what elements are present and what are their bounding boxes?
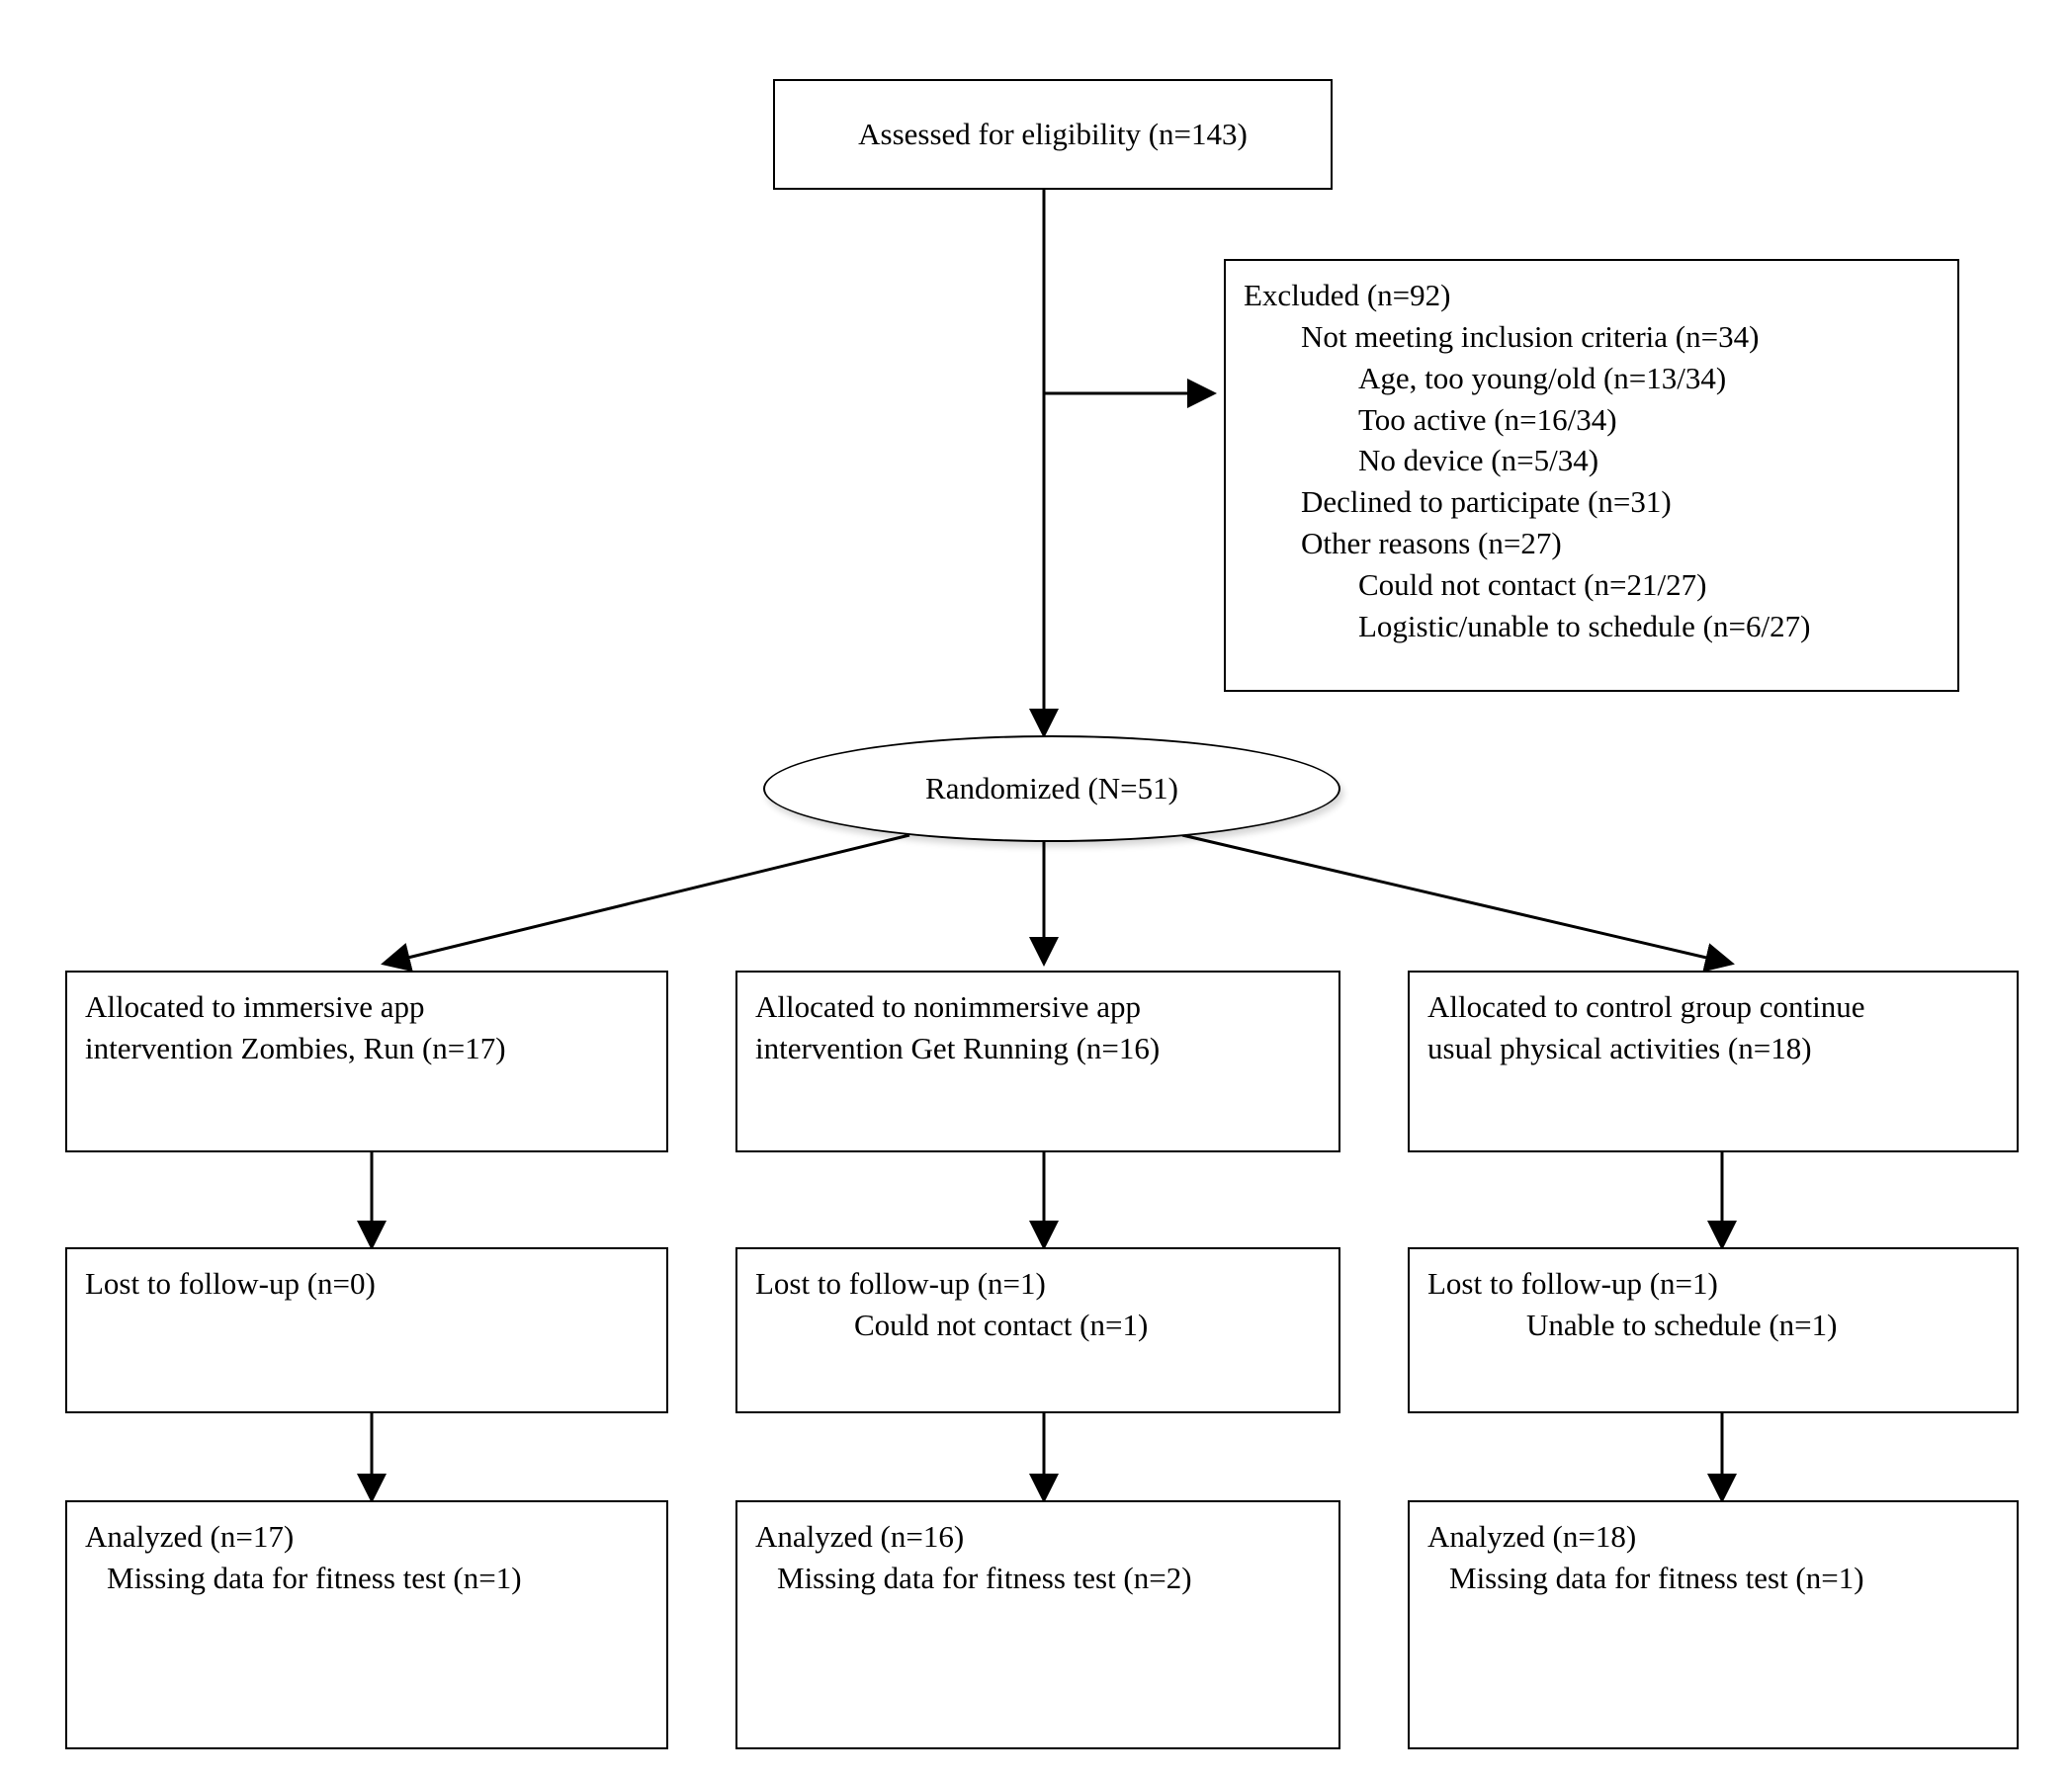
node-analyzed-immersive — [65, 1500, 668, 1749]
excluded-line-2: Age, too young/old (n=13/34) — [1358, 360, 1727, 395]
analyzed-mid-line-0: Analyzed (n=16) — [755, 1519, 965, 1554]
alloc-left-line-1: intervention Zombies, Run (n=17) — [85, 1030, 506, 1065]
lost-left-line-0: Lost to follow-up (n=0) — [85, 1266, 376, 1301]
excluded-line-7: Could not contact (n=21/27) — [1358, 566, 1707, 602]
node-lost-followup-nonimmersive — [735, 1247, 1340, 1413]
alloc-right-line-1: usual physical activities (n=18) — [1427, 1030, 1812, 1065]
alloc-mid-line-1: intervention Get Running (n=16) — [755, 1030, 1161, 1065]
node-randomized — [763, 735, 1340, 842]
excluded-line-8: Logistic/unable to schedule (n=6/27) — [1358, 608, 1811, 643]
excluded-line-4: No device (n=5/34) — [1358, 443, 1599, 478]
node-allocated-immersive — [65, 971, 668, 1152]
excluded-line-6: Other reasons (n=27) — [1301, 526, 1562, 561]
lost-right-line-1: Unable to schedule (n=1) — [1526, 1307, 1838, 1342]
node-lost-followup-control — [1408, 1247, 2019, 1413]
node-allocated-control — [1408, 971, 2019, 1152]
node-excluded — [1224, 259, 1959, 692]
alloc-mid-line-0: Allocated to nonimmersive app — [755, 989, 1141, 1024]
lost-right-line-0: Lost to follow-up (n=1) — [1427, 1266, 1718, 1301]
excluded-line-1: Not meeting inclusion criteria (n=34) — [1301, 318, 1760, 354]
excluded-line-5: Declined to participate (n=31) — [1301, 484, 1672, 520]
node-allocated-nonimmersive — [735, 971, 1340, 1152]
alloc-right-line-0: Allocated to control group continue — [1427, 989, 1865, 1024]
excluded-line-0: Excluded (n=92) — [1244, 278, 1451, 312]
analyzed-left-line-0: Analyzed (n=17) — [85, 1519, 295, 1554]
node-assessed-label: Assessed for eligibility (n=143) — [858, 117, 1248, 152]
lost-mid-line-0: Lost to follow-up (n=1) — [755, 1266, 1046, 1301]
analyzed-right-line-1: Missing data for fitness test (n=1) — [1449, 1560, 1864, 1595]
analyzed-mid-line-1: Missing data for fitness test (n=2) — [777, 1560, 1192, 1595]
node-analyzed-nonimmersive — [735, 1500, 1340, 1749]
alloc-left-line-0: Allocated to immersive app — [85, 989, 425, 1024]
analyzed-right-line-0: Analyzed (n=18) — [1427, 1519, 1637, 1554]
node-analyzed-control — [1408, 1500, 2019, 1749]
analyzed-left-line-1: Missing data for fitness test (n=1) — [107, 1560, 522, 1595]
excluded-line-3: Too active (n=16/34) — [1358, 401, 1617, 437]
node-randomized-label: Randomized (N=51) — [925, 771, 1178, 805]
node-lost-followup-immersive — [65, 1247, 668, 1413]
node-assessed-for-eligibility — [773, 79, 1333, 190]
lost-mid-line-1: Could not contact (n=1) — [854, 1307, 1149, 1342]
